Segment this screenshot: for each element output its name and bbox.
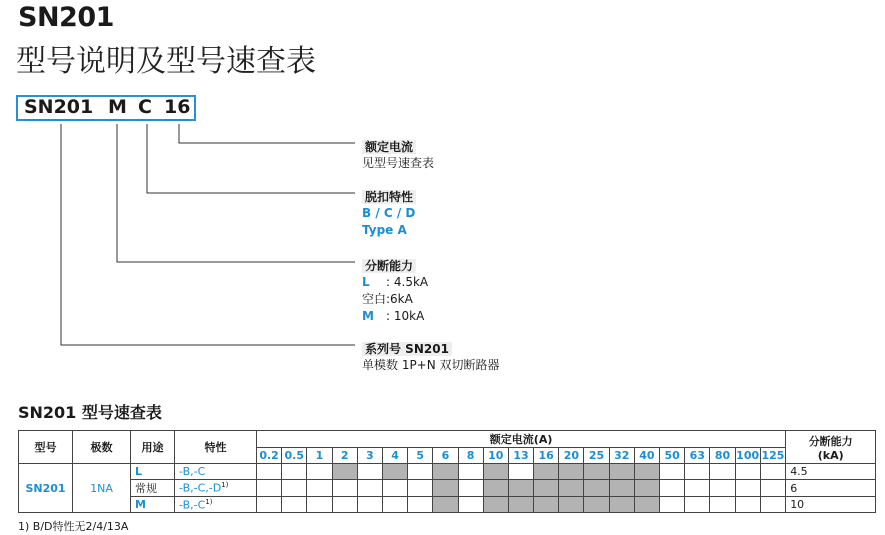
cell-empty	[760, 497, 785, 513]
cell-available	[433, 497, 458, 513]
cell-available	[508, 497, 533, 513]
group-trip-char	[362, 186, 416, 239]
cell-available	[483, 464, 508, 480]
cell-available	[559, 497, 584, 513]
th-current: 125	[761, 449, 785, 462]
th-current: 16	[534, 448, 559, 464]
code-series: SN201	[24, 96, 94, 118]
cell-available	[332, 464, 357, 480]
table-row	[19, 480, 876, 497]
group-rated-current	[362, 136, 434, 172]
cell-available	[483, 480, 508, 497]
th-current: 20	[559, 448, 584, 464]
line-trip	[147, 124, 355, 193]
cell-empty	[760, 480, 785, 497]
code-trip: C	[138, 96, 152, 118]
cell-available	[634, 497, 659, 513]
cell-empty	[685, 480, 710, 497]
cell-usage: L	[131, 464, 175, 480]
cell-available	[609, 464, 634, 480]
table-row	[19, 497, 876, 513]
code-breaking: M	[108, 96, 127, 118]
cell-available	[584, 480, 609, 497]
cell-empty	[660, 480, 685, 497]
cell-breaking: 10	[786, 497, 876, 513]
page-title: SN201	[18, 2, 114, 33]
cell-available	[609, 480, 634, 497]
th-usage: 用途	[131, 431, 175, 464]
th-rated-current: 额定电流(A)	[257, 431, 786, 448]
series-label: 系列号 SN201	[362, 342, 452, 356]
cell-empty	[660, 497, 685, 513]
cell-usage: M	[131, 497, 175, 513]
cell-empty	[408, 497, 433, 513]
cell-model: SN201	[19, 464, 73, 513]
th-current: 32	[609, 448, 634, 464]
cell-char: -B,-C	[175, 464, 257, 480]
cell-empty	[508, 464, 533, 480]
th-current: 0.2	[257, 448, 282, 464]
rated-current-label: 额定电流	[362, 140, 416, 154]
cell-available	[559, 464, 584, 480]
trip-char-typea: Type A	[362, 223, 407, 237]
table-row	[19, 464, 876, 480]
th-current: 3	[357, 448, 382, 464]
cell-empty	[257, 497, 282, 513]
cell-empty	[458, 480, 483, 497]
cell-empty	[257, 464, 282, 480]
th-current: 0.5	[282, 448, 307, 464]
trip-char-label: 脱扣特性	[362, 190, 416, 204]
cell-breaking: 4.5	[786, 464, 876, 480]
th-current: 13	[508, 448, 533, 464]
table-header-row-1	[19, 431, 876, 448]
cell-empty	[660, 464, 685, 480]
cell-empty	[357, 497, 382, 513]
cell-available	[433, 480, 458, 497]
th-current: 63	[685, 448, 710, 464]
cell-available	[634, 464, 659, 480]
breaking-row-blank: 空白:6kA	[362, 292, 413, 306]
cell-empty	[685, 497, 710, 513]
cell-empty	[307, 464, 332, 480]
breaking-row-m: M : 10kA	[362, 309, 425, 323]
page-subtitle: 型号说明及型号速查表	[16, 44, 316, 79]
cell-empty	[307, 480, 332, 497]
line-series	[61, 124, 355, 345]
th-current: 4	[382, 448, 407, 464]
cell-breaking: 6	[786, 480, 876, 497]
cell-available	[584, 464, 609, 480]
th-current: 6	[433, 448, 458, 464]
cell-empty	[735, 497, 760, 513]
th-current: 100	[736, 449, 760, 462]
cell-available	[534, 464, 559, 480]
group-breaking	[362, 255, 428, 325]
cell-available	[559, 480, 584, 497]
cell-empty	[382, 480, 407, 497]
cell-available	[584, 497, 609, 513]
rated-current-note: 见型号速查表	[362, 156, 435, 170]
th-current: 40	[634, 448, 659, 464]
breaking-row-l: L : 4.5kA	[362, 275, 429, 289]
cell-empty	[282, 497, 307, 513]
th-current: 2	[332, 448, 357, 464]
th-current: 10	[483, 448, 508, 464]
th-current: 80	[710, 448, 735, 464]
group-series	[362, 338, 500, 374]
cell-empty	[357, 480, 382, 497]
th-current: 25	[584, 448, 609, 464]
th-breaking: 分断能力 (kA)	[786, 431, 876, 464]
cell-empty	[282, 464, 307, 480]
trip-char-types: B / C / D	[362, 206, 416, 220]
cell-empty	[257, 480, 282, 497]
cell-available	[534, 497, 559, 513]
cell-available	[483, 497, 508, 513]
cell-empty	[282, 480, 307, 497]
breaking-label: 分断能力	[362, 259, 416, 273]
line-current	[179, 124, 355, 143]
cell-empty	[357, 464, 382, 480]
th-current: 50	[660, 448, 685, 464]
cell-empty	[710, 480, 735, 497]
series-desc: 单模数 1P+N 双切断路器	[362, 358, 500, 372]
cell-empty	[332, 497, 357, 513]
cell-available	[433, 464, 458, 480]
cell-empty	[408, 480, 433, 497]
cell-poles: 1NA	[73, 464, 131, 513]
th-current: 1	[307, 448, 332, 464]
cell-empty	[408, 464, 433, 480]
th-model: 型号	[19, 431, 73, 464]
cell-available	[382, 464, 407, 480]
cell-usage: 常规	[131, 480, 175, 497]
th-current: 5	[408, 448, 433, 464]
cell-empty	[710, 497, 735, 513]
spec-table	[18, 430, 876, 513]
th-char: 特性	[175, 431, 257, 464]
cell-available	[508, 480, 533, 497]
th-current: 8	[458, 448, 483, 464]
code-current: 16	[164, 96, 191, 118]
cell-empty	[735, 480, 760, 497]
cell-empty	[760, 464, 785, 480]
footnote: 1) B/D特性无2/4/13A	[18, 520, 129, 533]
cell-char: $-B,-C^{1)}$	[175, 497, 257, 513]
table-title: SN201 型号速查表	[18, 403, 162, 422]
th-poles: 极数	[73, 431, 131, 464]
cell-available	[634, 480, 659, 497]
cell-empty	[458, 464, 483, 480]
cell-available	[609, 497, 634, 513]
cell-empty	[685, 464, 710, 480]
cell-empty	[332, 480, 357, 497]
cell-available	[534, 480, 559, 497]
cell-empty	[307, 497, 332, 513]
cell-empty	[458, 497, 483, 513]
cell-empty	[710, 464, 735, 480]
cell-char: $-B,-C,-D^{1)}$	[175, 480, 257, 497]
cell-empty	[382, 497, 407, 513]
cell-empty	[735, 464, 760, 480]
